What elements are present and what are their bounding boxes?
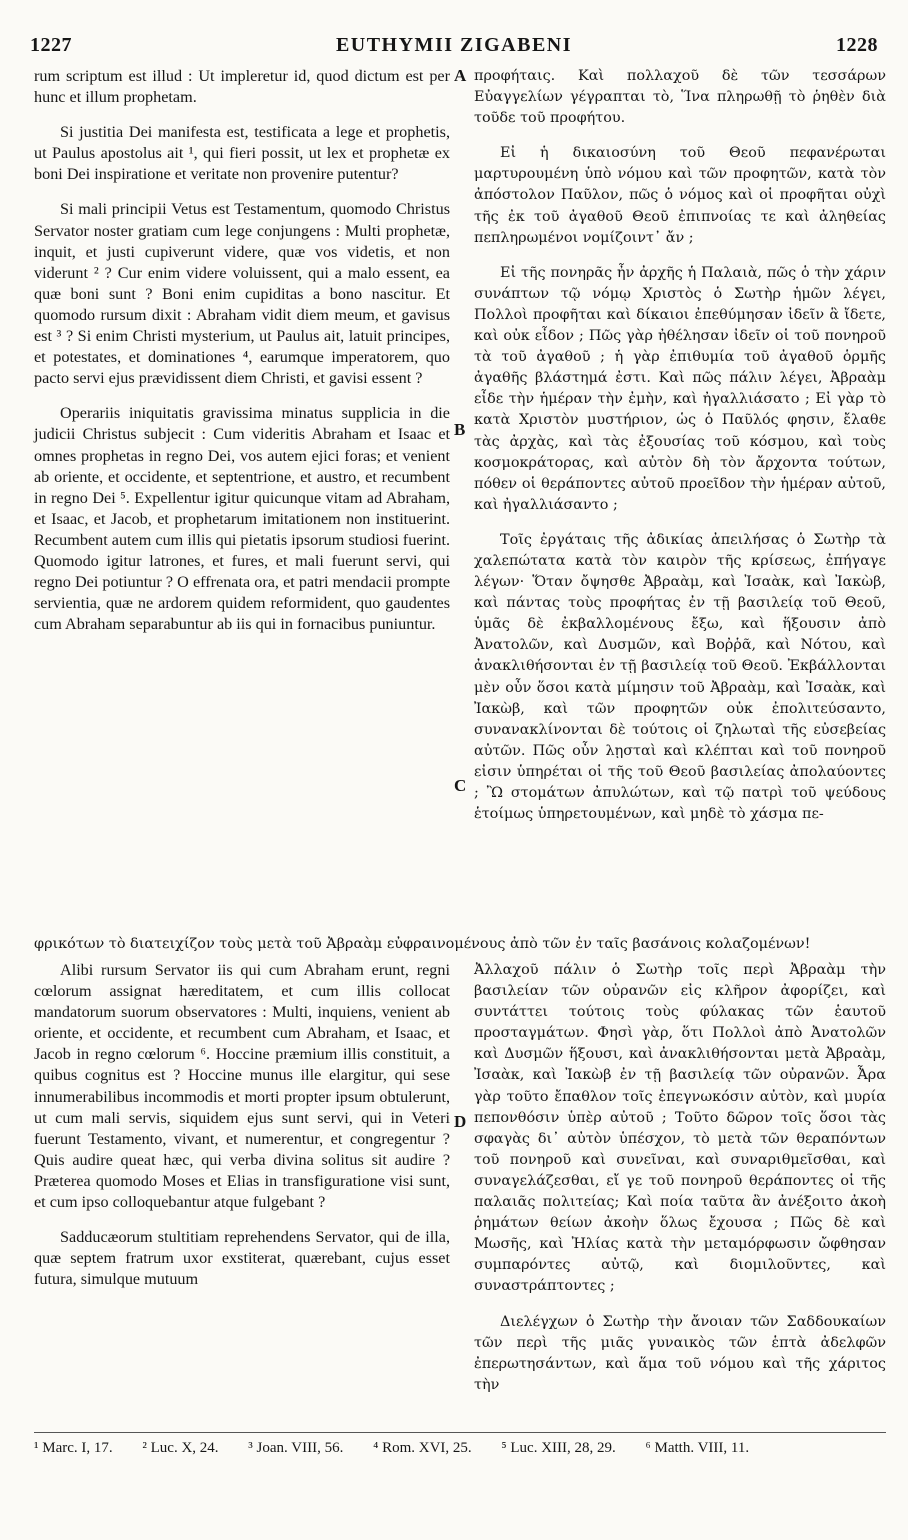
greek-column-top: [474, 66, 886, 839]
paragraph: προφήταις. Καὶ πολλαχοῦ δὲ τῶν τεσσάρων Εὐαγγελίων γέγραπται τὸ, Ἵνα πληρωθῇ τὸ ῥηθὲν διὰ τοῦδε τοῦ προφήτου.: [474, 68, 886, 127]
paragraph: rum scriptum est illud : Ut impleretur id, quod dictum est per hunc et illum prophetam.: [34, 67, 450, 107]
paragraph: Ἀλλαχοῦ πάλιν ὁ Σωτὴρ τοῖς περὶ Ἀβραὰμ τὴν βασιλείαν τῶν οὐρανῶν εἰς κλῆρον ἀφορίζει, καὶ συντάττει τούτοις τοὺς φύλακας τῶν ἑαυτοῦ προσταγμάτων. Φησὶ γὰρ, ὅτι Πολλοὶ ἀπὸ Ἀνατολῶν καὶ Δυσμῶν ἥξουσι, καὶ ἀνακλιθήσονται μετὰ Ἀβραὰμ, Ἰσαὰκ, καὶ Ἰακὼβ ἐν τῇ βασιλείᾳ τῶν οὐρανῶν. Ἆρα γὰρ τοῦτο ἔπαθλον τοῖς ἐπεγνωκόσιν αὐτὸν, καὶ μυρία πεπονθόσιν ὑπὲρ αὐτοῦ ; Τοῦτο δῶρον τοῖς ὅσοι τὰς σφαγὰς δι᾽ αὐτὸν ὑπέσχον, τὸ μετὰ τῶν θεραπόντων τοῦ πονηροῦ καὶ συνεῖναι, καὶ συναριθμεῖσθαι, καὶ συναγελάζεσθαι, εἴ γε τοῦ πονηροῦ θεράποντες οἱ τῆς παλαιᾶς πολιτείας; Καὶ ποία ταῦτα ἂν ἀνέξοιτο ἀκοὴ ῥημάτων θείων ἀκοὴν ὅλως ἔχουσα ; Πῶς δὲ καὶ Μωσῆς, καὶ Ἠλίας κατὰ τὴν μεταμόρφωσιν ὤφθησαν συμπαρόντες αὐτῷ, καὶ διομιλοῦντες, καὶ συναστράπτοντες ;: [474, 962, 886, 1295]
paragraph: Alibi rursum Servator iis qui cum Abraham erunt, regni cœlorum assignat hæreditatem, et cum illis collocat mandatorum suorum observatores : Multi, inquiens, venient ab oriente, et occidente, et recumbent cum Abraham, et Isaac, et Jacob in regno cœlorum ⁶. Hoccine præmium illis constituit, a quibus cognitus est ? Hoccine munus ille elargitur, qui sese innumerabilibus incommodis et morti propter ipsum obtulerunt, ut cum mali servis, siquidem ejus sunt servi, qui in Veteri fuerunt Testamento, vivant, et numerentur, et congregentur ? Quis audire queat hæc, qui verba divina solitus sit audire ? Præterea quomodo Moses et Elias in transfiguratione visi sunt, et cum ipso colloquebantur atque fulgebant ?: [34, 961, 450, 1212]
paragraph: Operariis iniquitatis gravissima minatus supplicia in die judicii Christus subjecit : Cum videritis Abraham et Isaac et omnes prophetas in regno Dei, vos autem ejici foras; et venient ab oriente, et occidente, et septentrione, et austro, et recumbent in regno Dei ⁵. Expellentur igitur quicunque vitam ad Abraham, et Isaac, et Jacob, et prophetarum imitationem non instituerint. Recumbent autem cum illis qui pietatis ipsorum studiosi fuerint. Quomodo igitur latrones, et fures, et mali fuerunt servi, qui regno Dei potiuntur ? O effrenata ora, et patri mendacii prompte servientia, quæ ne ardorem quidem reformident, quo gaudentes cum Abraham separabuntur ab iis qui in fornacibus puniuntur.: [34, 404, 450, 634]
running-header: [30, 34, 878, 64]
paragraph: Εἰ τῆς πονηρᾶς ἦν ἀρχῆς ἡ Παλαιὰ, πῶς ὁ τὴν χάριν συνάπτων τῷ νόμῳ Χριστὸς ὁ Σωτὴρ ἡμῶν λέγει, Πολλοὶ προφῆται καὶ δίκαιοι ἐπεθύμησαν ἰδεῖν ἃ ἴδετε, καὶ οὐκ εἶδον ; Πῶς γὰρ ἠθέλησαν ἰδεῖν οἱ τοῦ πονηροῦ τὰ τοῦ ἀγαθοῦ ; ἡ γὰρ ἐπιθυμία τοῦ ἀγαθοῦ ὁρμῆς ἀγαθῆς βλάστημά ἐστι. Καὶ πῶς πάλιν λέγει, Ἀβραὰμ εἶδε τὴν ἡμέραν τὴν ἐμὴν, καὶ ἠγαλλιάσατο ; Εἰ γὰρ τὸ κατὰ Χριστὸν μυστήριον, ὡς ὁ Παῦλός φησιν, ἔλαθε τὰς ἀρχὰς, καὶ τὰς ἐξουσίας τοῦ κόσμου, καὶ τοὺς κοσμοκράτορας, καὶ αὐτὸν δὴ τὸν ἄρχοντα τούτων, πόθεν οἱ θεράποντες αὐτοῦ προεῖδον τὴν ἡμέραν αὐτοῦ, καὶ ἠγαλλιάσαντο ;: [474, 264, 886, 513]
greek-spanning-line: φρικότων τὸ διατειχίζον τοὺς μετὰ τοῦ Ἀβραὰμ εὐφραινομένους ἀπὸ τῶν ἐν ταῖς βασάνοις κολαζομένων!: [34, 936, 811, 952]
footnote: ³ Joan. VIII, 56.: [248, 1440, 344, 1456]
footnote: ⁴ Rom. XVI, 25.: [373, 1440, 472, 1456]
footnote: ² Luc. X, 24.: [142, 1440, 219, 1456]
section-marker-b: B: [454, 420, 466, 439]
latin-column-top: [34, 66, 450, 649]
paragraph: Si justitia Dei manifesta est, testificata a lege et prophetis, ut Paulus apostolus ait ¹, qui fieri possit, ut lex et prophetæ ex boni Dei inspiratione et veritate non provenire putentur?: [34, 123, 450, 184]
paragraph: Εἰ ἡ δικαιοσύνη τοῦ Θεοῦ πεφανέρωται μαρτυρουμένη ὑπὸ νόμου καὶ τῶν προφητῶν, κατὰ τὸν ἀπόστολον Παῦλον, πῶς ὁ νόμος καὶ οἱ προφῆται οὐχὶ τῆς ἐκ τοῦ ἀγαθοῦ Θεοῦ ἐπιπνοίας τε καὶ ἀληθείας πεπληρωμένοι νομίζοιντ᾽ ἄν ;: [474, 145, 886, 246]
section-marker-d: D: [454, 1112, 467, 1131]
footnote: ⁶ Matth. VIII, 11.: [645, 1440, 750, 1456]
section-marker-c: C: [454, 776, 467, 795]
footnote: ¹ Marc. I, 17.: [34, 1440, 113, 1456]
running-title: EUTHYMII ZIGABENI: [335, 34, 573, 56]
footnote-rule: [34, 1432, 886, 1433]
footnotes: [34, 1438, 886, 1459]
section-marker-a: A: [454, 66, 467, 85]
paragraph: Sadducæorum stultitiam reprehendens Servator, qui de illa, quæ septem fratrum uxor exstiterat, quærebant, cujus esset futura, simulque mutuum: [34, 1228, 450, 1289]
paragraph: Τοῖς ἐργάταις τῆς ἀδικίας ἀπειλήσας ὁ Σωτὴρ τὰ χαλεπώτατα κατὰ τὸν καιρὸν τῆς κρίσεως, ἐπήγαγε λέγων· Ὅταν ὄψησθε Ἀβραὰμ, καὶ Ἰσαὰκ, καὶ Ἰακὼβ, καὶ πάντας τοὺς προφήτας ἐν τῇ βασιλείᾳ τοῦ Θεοῦ, ὑμᾶς δὲ ἐκβαλλομένους ἔξω, καὶ ἥξουσιν ἀπὸ Ἀνατολῶν, καὶ Δυσμῶν, καὶ Βοῤῥᾶ, καὶ Νότου, καὶ ἀνακλιθήσονται ἐν τῇ βασιλείᾳ τοῦ Θεοῦ. Ἐκβάλλονται μὲν οὖν ὅσοι κατὰ μίμησιν τοῦ Ἀβραὰμ, καὶ Ἰσαὰκ, καὶ Ἰακὼβ, καὶ τῶν προφητῶν οὐκ ἐπολιτεύσαντο, συνανακλίνονται δὲ τούτοις οἱ ζηλωταὶ τῆς εὐσεβείας αὐτῶν. Πῶς οὖν λῃσταὶ καὶ κλέπται καὶ τοῦ πονηροῦ εἰσιν ὑπηρέται οἱ τῆς τοῦ Θεοῦ βασιλείας ἀπολαύοντες ; Ὢ στομάτων ἀπυλώτων, καὶ τῷ πατρὶ τοῦ ψεύδους ἑτοίμως ὑπηρετουμένων, καὶ μηδὲ τὸ χάσμα πε-: [474, 531, 886, 823]
greek-column-bottom: [474, 960, 886, 1410]
page-number-right: 1228: [836, 34, 878, 56]
paragraph: Διελέγχων ὁ Σωτὴρ τὴν ἄνοιαν τῶν Σαδδουκαίων τῶν περὶ τῆς μιᾶς γυναικὸς τῶν ἑπτὰ ἀδελφῶν ἐπερωτησάντων, καὶ ἅμα τοῦ νόμου καὶ τῆς χάριτος τὴν: [474, 1313, 886, 1393]
paragraph: Si mali principii Vetus est Testamentum, quomodo Christus Servator noster gratiam cum lege conjungens : Multi prophetæ, inquit, et justi cupiverunt videre, quæ vos videtis, et non viderunt ² ? Cur enim videre voluissent, qui a malo essent, ea quæ boni sunt ? Boni enim cupiditas a bono nascitur. Et quomodo rursum dixit : Abraham vidit diem meum, et gavisus est ³ ? Si enim Christi mysterium, ut Paulus ait, latuit principes, et potestates, et dominationes ⁴, earumque imperatorem, quo pacto servi ejus prævidissent diem Christi, et gavisi essent ?: [34, 200, 450, 388]
latin-column-bottom: [34, 960, 450, 1304]
page-number-left: 1227: [30, 34, 72, 56]
footnote: ⁵ Luc. XIII, 28, 29.: [501, 1440, 616, 1456]
